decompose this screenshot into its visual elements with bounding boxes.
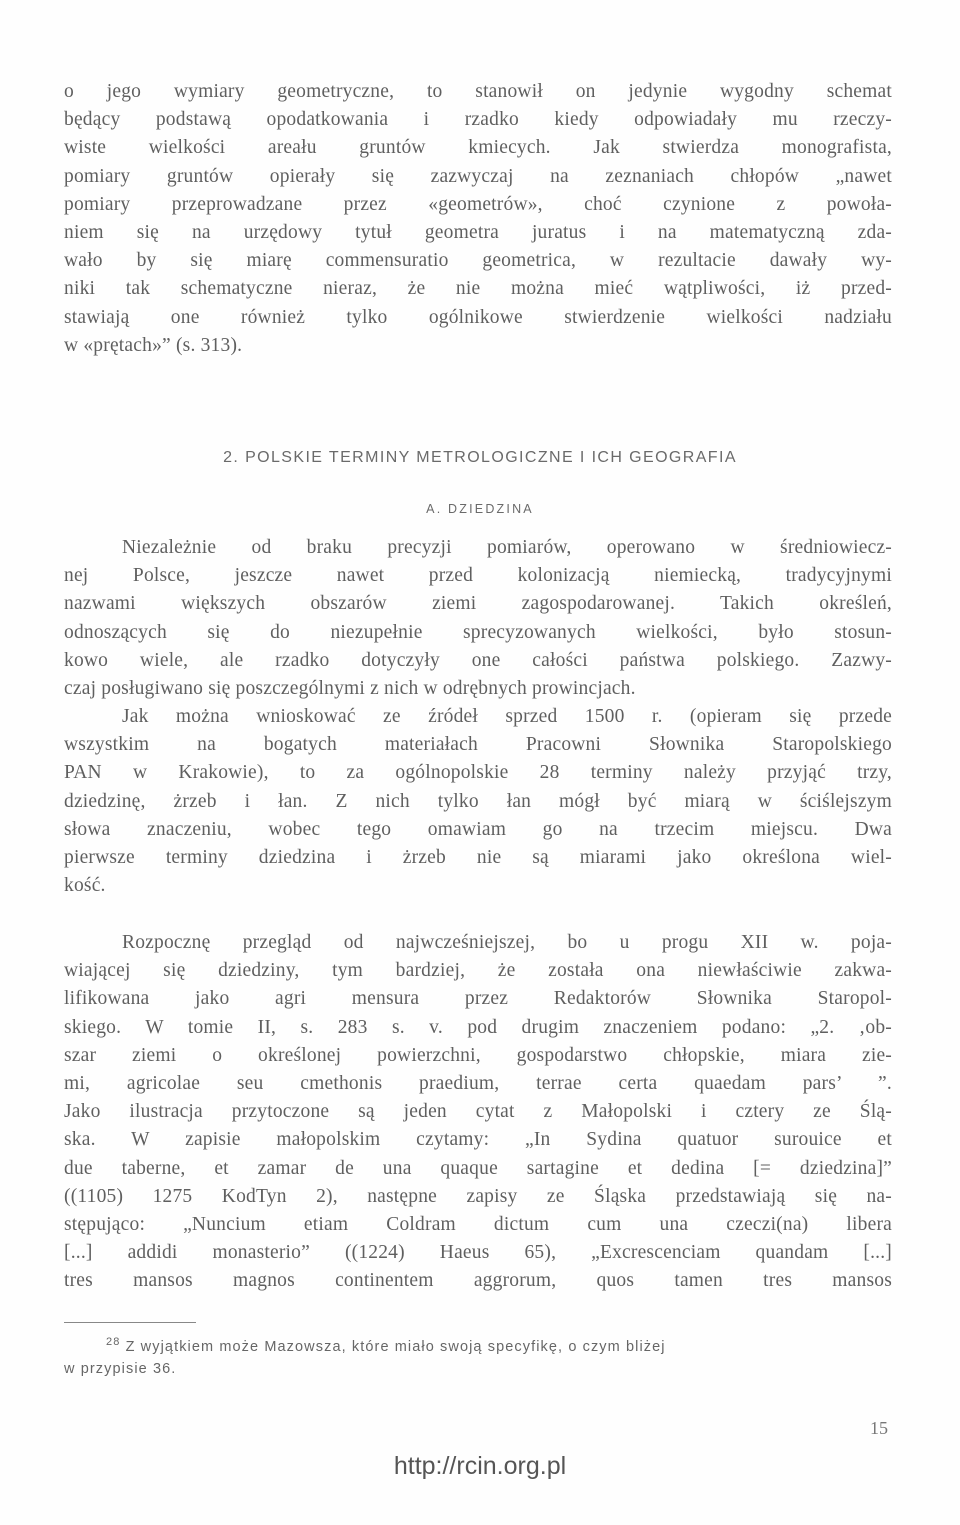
text-line: wiającej się dziedziny, tym bardziej, że została ona niewłaściwie zakwa-: [64, 960, 892, 982]
text-line: nej Polsce, jeszcze nawet przed kolonizacją niemiecką, tradycyjnymi: [64, 565, 892, 587]
text-line: stępująco: „Nuncium etiam Coldram dictum cum una czeczi(na) libera: [64, 1214, 892, 1236]
text-line: [...] addidi monasterio” ((1224) Haeus 65), „Excrescenciam quandam [...]: [64, 1242, 892, 1264]
text-line: będący podstawą opodatkowania i rzadko kiedy odpowiadały mu rzeczy-: [64, 109, 892, 131]
text-line: due taberne, et zamar de una quaque sartagine et dedina [= dziedzina]”: [64, 1157, 892, 1179]
text-line: tres mansos magnos continentem aggrorum, quos tamen tres mansos: [64, 1270, 892, 1292]
footnote-line: w przypisie 36.: [64, 1361, 177, 1377]
text-line: Jako ilustracja przytoczone są jeden cytat z Małopolski i cztery ze Ślą-: [64, 1101, 892, 1123]
text-line: Jak można wnioskować ze źródeł sprzed 1500 r. (opieram się przede: [122, 706, 892, 727]
footnote-divider: [64, 1322, 196, 1323]
text-line: nazwami większych obszarów ziemi zagospodarowanej. Takich określeń,: [64, 593, 892, 615]
text-line: o jego wymiary geometryczne, to stanowił on jedynie wygodny schemat: [64, 81, 892, 102]
text-line: wiste wielkości areału gruntów kmiecych. Jak stwierdza monografista,: [64, 137, 892, 159]
page-number: 15: [870, 1418, 888, 1438]
text-line: Niezależnie od braku precyzji pomiarów, operowano w średniowiecz-: [122, 537, 892, 558]
text-line: Rozpocznę przegląd od najwcześniejszej, bo u progu XII w. poja-: [122, 932, 892, 953]
text-line: pomiary przeprowadzane przez «geometrów», choć czynione z powoła-: [64, 193, 892, 215]
text-line: pierwsze terminy dziedzina i żrzeb nie są miarami jako określona wiel-: [64, 847, 892, 869]
text-line: skiego. W tomie II, s. 283 s. v. pod drugim znaczeniem podano: „2. ‚ob-: [64, 1016, 892, 1038]
subsection-heading: A. DZIEDZINA: [426, 502, 534, 516]
text-line: kość.: [64, 875, 106, 897]
footnote-line: [64, 1336, 892, 1358]
text-line: wszystkim na bogatych materiałach Pracowni Słownika Staropolskiego: [64, 734, 892, 756]
text-line: stawiają one również tylko ogólnikowe stwierdzenie wielkości nadziału: [64, 306, 892, 328]
text-line: w «prętach»” (s. 313).: [64, 334, 243, 356]
text-line: pomiary gruntów opierały się zazwyczaj na zeznaniach chłopów „nawet: [64, 165, 892, 187]
text-line: ((1105) 1275 KodTyn 2), następne zapisy ze Śląska przedstawiają się na-: [64, 1185, 892, 1207]
paragraph-intro: [64, 534, 892, 703]
source-url: http://rcin.org.pl: [393, 1452, 567, 1480]
text-line: mi, agricolae seu cmethonis praedium, terrae certa quaedam pars’ ”.: [64, 1073, 892, 1095]
text-line: kowo wiele, ale rzadko dotyczyły one całości państwa polskiego. Zazwy-: [64, 649, 892, 671]
text-line: szar ziemi o określonej powierzchni, gospodarstwo chłopskie, miara zie-: [64, 1044, 892, 1066]
text-line: słowa znaczeniu, wobec tego omawiam go na trzecim miejscu. Dwa: [64, 818, 892, 840]
text-line: niki tak schematyczne nieraz, że nie można mieć wątpliwości, iż przed-: [64, 278, 892, 300]
text-line: niem się na urzędowy tytuł geometra juratus i na matematyczną zda-: [64, 222, 892, 244]
paragraph-terms: [64, 703, 892, 900]
footnote-number: 28: [106, 1336, 121, 1349]
text-line: czaj posługiwano się poszczególnymi z nich w odrębnych prowincjach.: [64, 678, 636, 700]
paragraph-continuation: [64, 78, 892, 360]
text-line: wało by się miarę commensuratio geometrica, w rezultacie dawały wy-: [64, 250, 892, 272]
text-line: ska. W zapisie małopolskim czytamy: „In Sydina quatuor surouice et: [64, 1129, 892, 1151]
text-line: odnoszących się do niezupełnie sprecyzowanych wielkości, było stosun-: [64, 621, 892, 643]
text-line: lifikowana jako agri mensura przez Redaktorów Słownika Staropol-: [64, 988, 892, 1010]
text-line: PAN w Krakowie), to za ogólnopolskie 28 terminy należy przyjąć trzy,: [64, 762, 892, 784]
section-heading: 2. POLSKIE TERMINY METROLOGICZNE I ICH GEOGRAFIA: [223, 449, 737, 466]
text-line: dziedzinę, żrzeb i łan. Z nich tylko łan mógł być miarą w ściślejszym: [64, 790, 892, 812]
footnote: [64, 1336, 892, 1380]
paragraph-dziedzina: [64, 929, 892, 1296]
footnote-text: Z wyjątkiem może Mazowsza, które miało swoją specyfikę, o czym bliżej: [125, 1339, 666, 1355]
